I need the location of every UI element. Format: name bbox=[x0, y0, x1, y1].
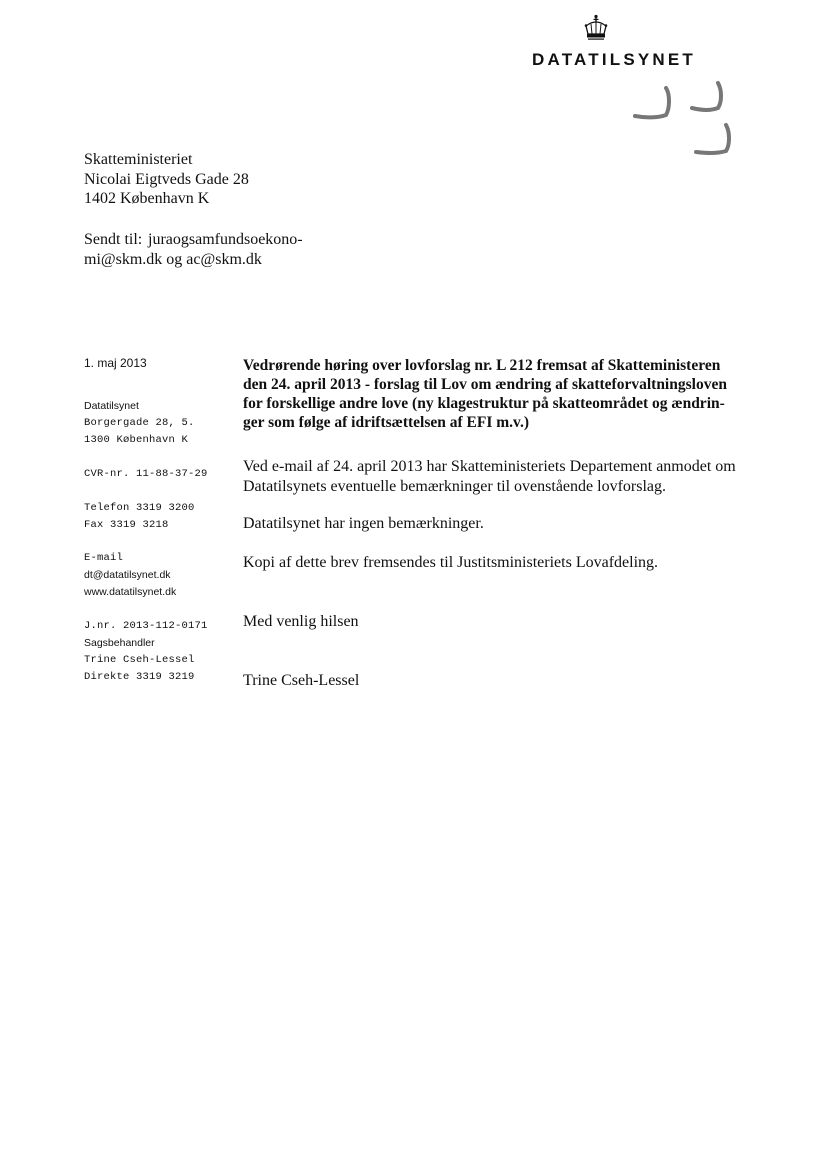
org-logotype bbox=[532, 45, 762, 75]
handwritten-check-marks bbox=[630, 80, 740, 160]
case-handler-name: Trine Cseh-Lessel bbox=[84, 654, 195, 666]
signature-name: Trine Cseh-Lessel bbox=[243, 672, 360, 689]
sender-email: dt@datatilsynet.dk bbox=[84, 569, 171, 581]
journal-number: J.nr. 2013-112-0171 bbox=[84, 620, 208, 632]
sender-street: Borgergade 28, 5. bbox=[84, 417, 195, 429]
body-paragraph-3: Kopi af dette brev fremsendes til Justitsministeriets Lovafdeling. bbox=[243, 554, 659, 571]
sent-to-address-line2: mi@skm.dk og ac@skm.dk bbox=[84, 250, 262, 268]
sender-org: Datatilsynet bbox=[84, 400, 139, 412]
sender-phone: Telefon 3319 3200 bbox=[84, 502, 195, 514]
paragraph-line: Ved e-mail af 24. april 2013 har Skatteministeriets Departement anmodet om bbox=[243, 458, 736, 475]
sent-to-block bbox=[84, 230, 303, 269]
letter-subject bbox=[243, 356, 773, 432]
crown-icon bbox=[583, 14, 609, 44]
subject-line: den 24. april 2013 - forslag til Lov om ændring af skatteforvaltningsloven bbox=[243, 376, 727, 393]
case-handler-direct: Direkte 3319 3219 bbox=[84, 671, 195, 683]
paragraph-line: Datatilsynets eventuelle bemærkninger til ovenstående lovforslag. bbox=[243, 477, 666, 495]
sender-email-label: E-mail bbox=[84, 552, 124, 564]
sender-fax: Fax 3319 3218 bbox=[84, 519, 169, 531]
sender-cvr: CVR-nr. 11-88-37-29 bbox=[84, 468, 208, 480]
sender-city: 1300 København K bbox=[84, 434, 189, 446]
recipient-address bbox=[84, 150, 249, 209]
body-paragraph-2: Datatilsynet har ingen bemærkninger. bbox=[243, 515, 484, 532]
subject-line: Vedrørende høring over lovforslag nr. L 212 fremsat af Skatteministeren bbox=[243, 357, 721, 374]
body-paragraph-1 bbox=[243, 457, 783, 496]
subject-line: ger som følge af idriftsættelsen af EFI m.v.) bbox=[243, 414, 529, 431]
sent-to-label: Sendt til: bbox=[84, 231, 143, 248]
svg-text:DATATILSYNET: DATATILSYNET bbox=[532, 50, 696, 69]
sent-to-address-line1: juraogsamfundsoekono- bbox=[148, 231, 303, 248]
case-handler-label: Sagsbehandler bbox=[84, 637, 155, 649]
recipient-line: Skatteministeriet bbox=[84, 151, 193, 168]
recipient-line: 1402 København K bbox=[84, 190, 210, 207]
sender-website: www.datatilsynet.dk bbox=[84, 586, 177, 598]
recipient-line: Nicolai Eigtveds Gade 28 bbox=[84, 170, 249, 188]
letter-date: 1. maj 2013 bbox=[84, 356, 147, 370]
subject-line: for forskellige andre love (ny klagestruktur på skatteområdet og ændrin- bbox=[243, 395, 725, 412]
closing-greeting: Med venlig hilsen bbox=[243, 613, 359, 630]
